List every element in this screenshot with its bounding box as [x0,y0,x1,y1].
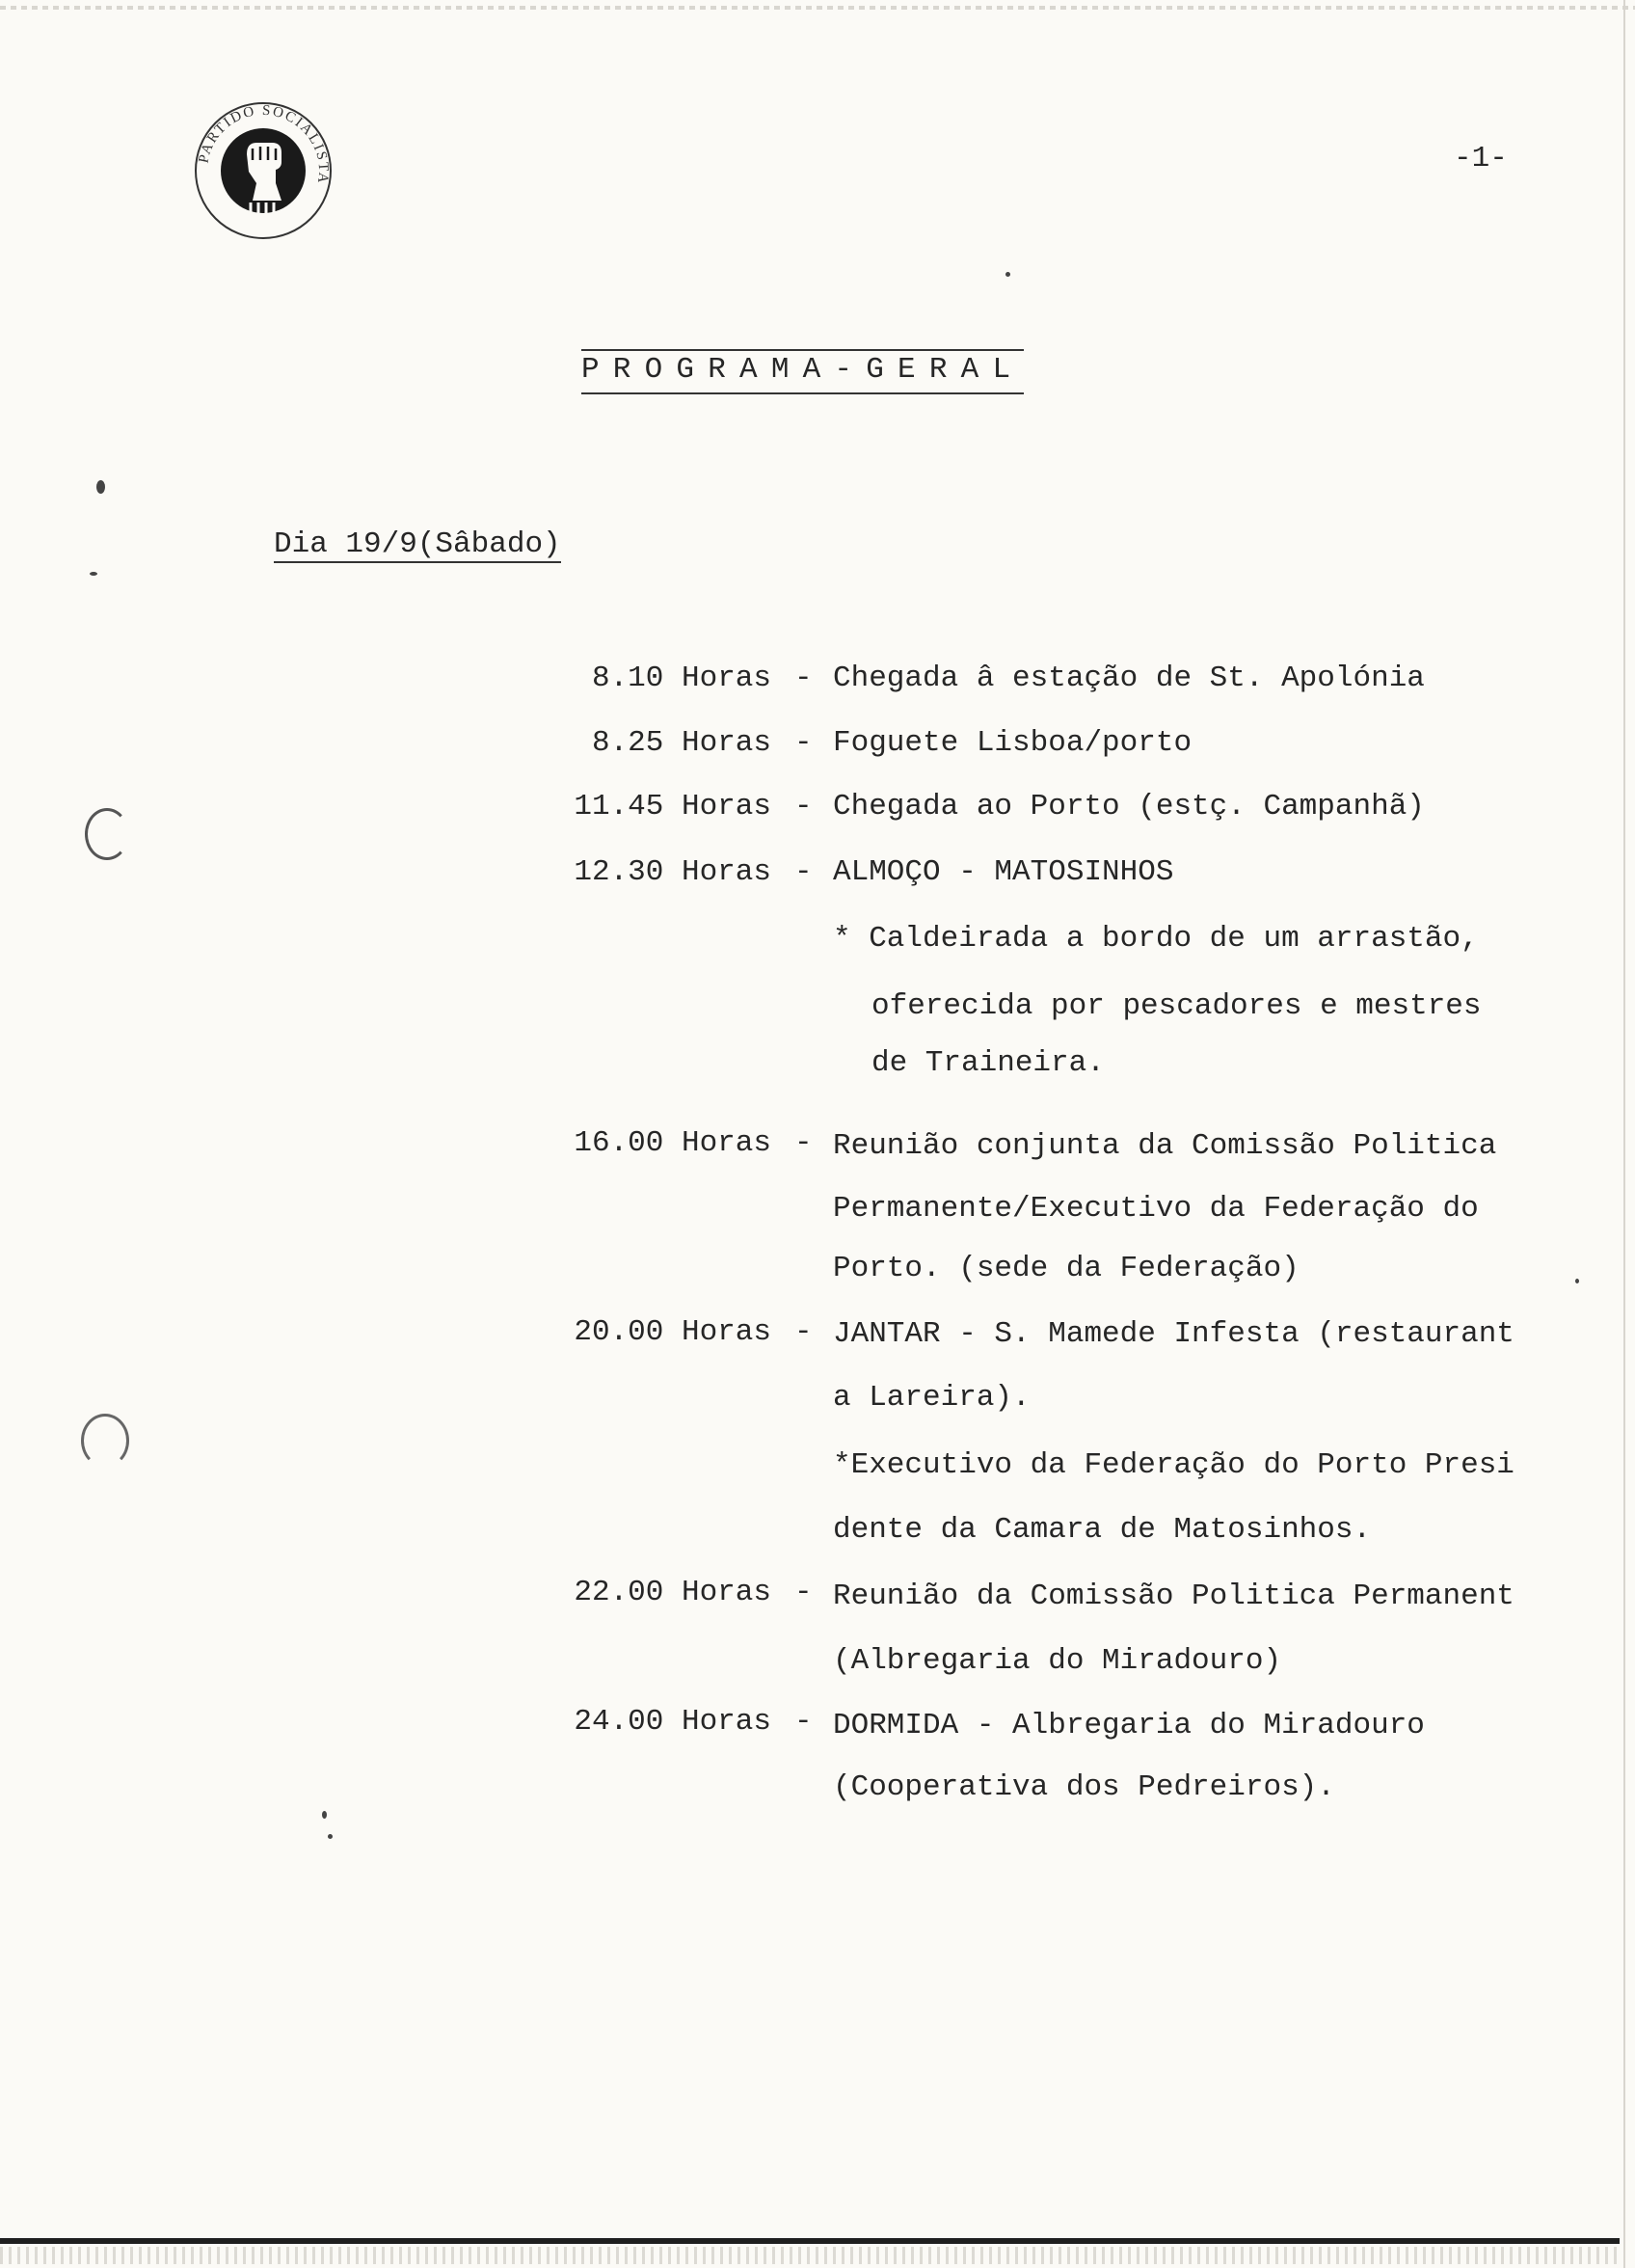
schedule-description: Reunião da Comissão Politica Permanent [833,1580,1514,1613]
scan-speck [96,480,105,494]
day-heading: Dia 19/9(Sâbado) [274,527,561,561]
schedule-description: Chegada â estação de St. Apolónia [833,662,1425,695]
schedule-description: Porto. (sede da Federação) [833,1252,1300,1285]
schedule-time: 8.10 Horas [591,662,771,695]
scan-speck [90,572,97,576]
schedule-time: 20.00 Horas [574,1315,771,1349]
scan-speck [322,1811,327,1819]
schedule-dash: - [794,1126,813,1160]
schedule-time: 24.00 Horas [574,1705,771,1739]
schedule-dash: - [794,1315,813,1349]
schedule-description: *Executivo da Federação do Porto Presi [833,1448,1514,1482]
schedule-description: Foguete Lisboa/porto [833,726,1193,760]
schedule-description: (Albregaria do Miradouro) [833,1644,1282,1678]
schedule-dash: - [794,1705,813,1739]
schedule-description: ALMOÇO - MATOSINHOS [833,855,1174,889]
scan-speck [328,1834,333,1839]
schedule-description: Permanente/Executivo da Federação do [833,1192,1479,1226]
schedule-description: (Cooperativa dos Pedreiros). [833,1770,1335,1804]
schedule-description: dente da Camara de Matosinhos. [833,1513,1372,1547]
schedule-dash: - [794,726,813,760]
schedule-time: 12.30 Horas [574,855,771,889]
schedule-time: 16.00 Horas [574,1126,771,1160]
schedule-note: de Traineira. [871,1046,1105,1080]
schedule-description: Chegada ao Porto (estç. Campanhã) [833,790,1425,824]
schedule-description: JANTAR - S. Mamede Infesta (restaurant [833,1317,1514,1351]
scan-edge-right [1623,0,1625,2268]
punch-hole-mark [85,808,129,860]
punch-hole-mark [81,1414,129,1468]
schedule-description: a Lareira). [833,1381,1031,1415]
schedule-dash: - [794,662,813,695]
schedule-description: DORMIDA - Albregaria do Miradouro [833,1709,1425,1742]
schedule-dash: - [794,1576,813,1609]
scan-edge-bottom [0,2247,1620,2264]
scan-speck [1005,272,1010,277]
page-number: -1- [1454,142,1508,176]
schedule-time: 11.45 Horas [574,790,771,824]
scan-edge-top [0,6,1635,10]
schedule-note: oferecida por pescadores e mestres [871,989,1482,1023]
scan-speck [1575,1279,1579,1283]
schedule-time: 8.25 Horas [591,726,771,760]
bottom-rule [0,2238,1620,2244]
schedule-time: 22.00 Horas [574,1576,771,1609]
logo-text: PARTIDO SOCIALISTA [196,102,332,186]
document-title: PROGRAMA-GERAL [581,349,1024,394]
schedule-dash: - [794,790,813,824]
raised-fist-icon [193,100,334,241]
schedule-description: Reunião conjunta da Comissão Politica [833,1129,1497,1163]
schedule-dash: - [794,855,813,889]
party-logo [193,100,334,241]
schedule-note: * Caldeirada a bordo de um arrastão, [833,922,1479,956]
